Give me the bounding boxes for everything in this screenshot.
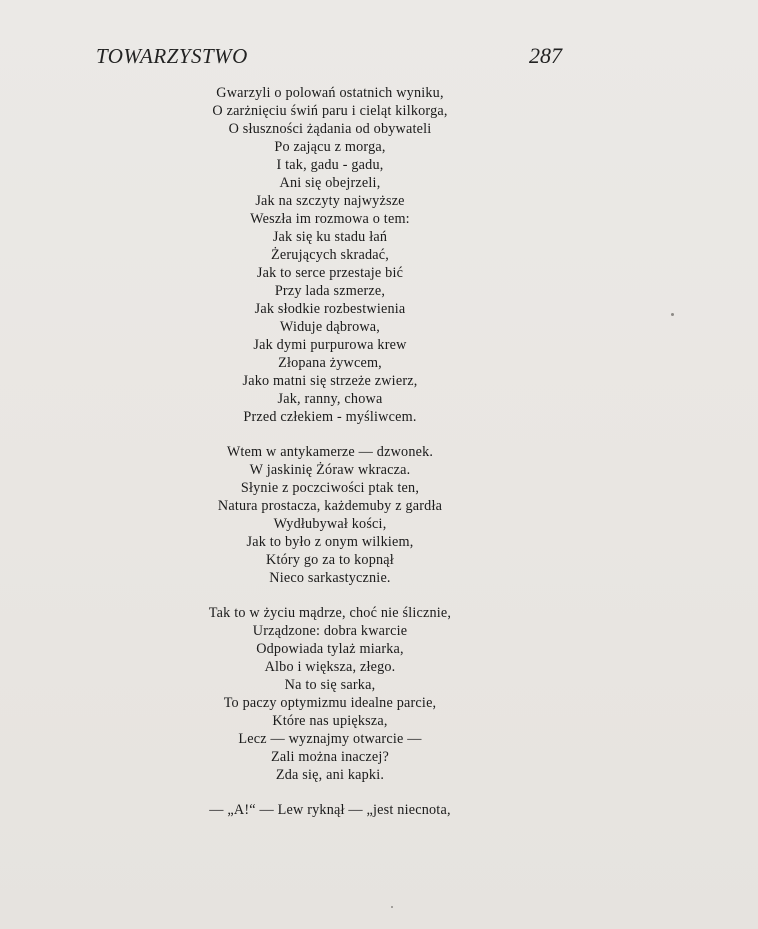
verse-line: Który go za to kopnął: [266, 552, 394, 568]
stanza-1: [170, 84, 490, 426]
verse-line: Jak się ku stadu łań: [272, 229, 388, 245]
verse-line: Lecz — wyznajmy otwarcie —: [238, 731, 422, 747]
verse-line: Na to się sarka,: [284, 677, 376, 693]
verse-line: Wydłubywał kości,: [273, 516, 387, 532]
verse-line: Jak, ranny, chowa: [277, 391, 383, 407]
stanza-2: [170, 443, 490, 587]
paper-speck: [391, 906, 393, 908]
running-title: TOWARZYSTWO: [96, 44, 248, 68]
verse-line: Przed człekiem - myśliwcem.: [243, 409, 417, 425]
verse-line: O słuszności żądania od obywateli: [228, 121, 432, 137]
verse-line: Widuje dąbrowa,: [279, 319, 381, 335]
verse-line: Jak to było z onym wilkiem,: [246, 534, 414, 550]
verse-line: I tak, gadu - gadu,: [276, 157, 384, 173]
verse-line: Jak dymi purpurowa krew: [253, 337, 407, 353]
verse-line: Jak na szczyty najwyższe: [255, 193, 405, 209]
verse-line: Nieco sarkastycznie.: [269, 570, 391, 586]
verse-line: Albo i większa, złego.: [264, 659, 396, 675]
verse-line: Weszła im rozmowa o tem:: [250, 211, 410, 227]
verse-line: Jak słodkie rozbestwienia: [254, 301, 406, 317]
verse-line: Zda się, ani kapki.: [275, 767, 385, 783]
verse-line: Słynie z poczciwości ptak ten,: [240, 480, 420, 496]
verse-line: Jak to serce przestaje bić: [256, 265, 404, 281]
verse-line: Ani się obejrzeli,: [279, 175, 381, 191]
verse-line: Urządzone: dobra kwarcie: [252, 623, 408, 639]
verse-line: Żerujących skradać,: [270, 247, 390, 263]
stanza-3: [170, 604, 490, 784]
stanza-4: [170, 801, 490, 819]
verse-line: Przy lada szmerze,: [274, 283, 386, 299]
verse-line: Odpowiada tylaż miarka,: [256, 641, 404, 657]
verse-line: Po zającu z morga,: [274, 139, 386, 155]
verse-line: — „A!“ — Lew ryknął — „jest niecnota,: [209, 802, 451, 818]
verse-line: W jaskinię Żóraw wkracza.: [249, 462, 411, 478]
verse-line: Zali można inaczej?: [270, 749, 390, 765]
verse-line: Złopana żywcem,: [278, 355, 382, 371]
poem-text: [170, 84, 490, 819]
verse-line: Natura prostacza, każdemuby z gardła: [217, 498, 443, 514]
verse-line: Gwarzyli o polowań ostatnich wyniku,: [216, 85, 444, 101]
verse-line: To paczy optymizmu idealne parcie,: [223, 695, 437, 711]
paper-speck: [671, 313, 674, 316]
verse-line: Jako matni się strzeże zwierz,: [242, 373, 418, 389]
verse-line: Tak to w życiu mądrze, choć nie ślicznie,: [208, 605, 452, 621]
verse-line: Wtem w antykamerze — dzwonek.: [226, 444, 434, 460]
verse-line: Które nas upiększa,: [272, 713, 388, 729]
page-number: 287: [529, 43, 562, 68]
verse-line: O zarżnięciu świń paru i cieląt kilkorga,: [212, 103, 448, 119]
